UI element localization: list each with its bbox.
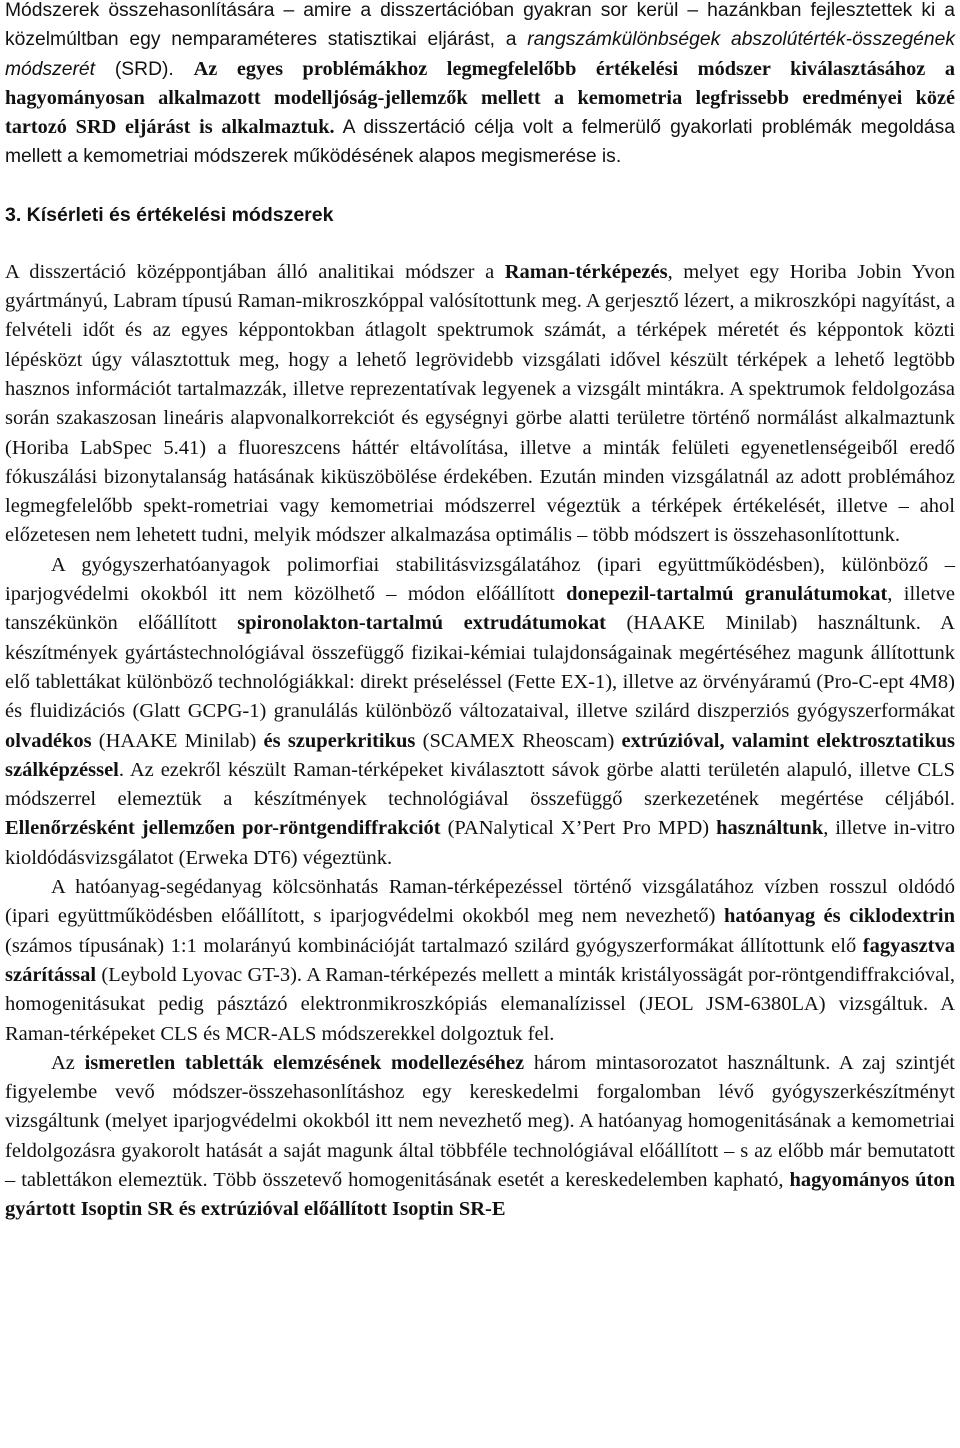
- bold-term: Ellenőrzésként jellemzően por-röntgendiffrakciót: [5, 817, 441, 840]
- intro-text: Módszerek összehasonlítására – amire a disszertációban gyakran sor kerül – hazánkban fejlesztettek ki a közelmúltban egy nemparaméteres statisztikai eljárást, a: [5, 0, 955, 51]
- bold-term: donepezil-tartalmú granulátumokat: [566, 583, 888, 606]
- paragraph-text: (SCAMEX Rheoscam): [415, 729, 622, 752]
- bold-term: fagyasztva szárítással: [5, 934, 955, 986]
- paragraph-unknown-tablets: [5, 1049, 955, 1225]
- bold-term: és szuperkritikus: [263, 729, 416, 752]
- paragraph-text: (Leybold Lyovac GT-3). A Raman-térképezés mellett a minták kristályossägát por-röntgendiffrakcióval, homogenitásukat pedig pásztázó elektronmikroszkópiás elemanalízissel (JEOL JSM-6380LA) vizsgáltuk. A Raman-térképeket CLS és MCR-ALS módszerekkel dolgoztuk fel.: [5, 963, 955, 1045]
- bold-term: ismeretlen tabletták elemzésének modellezéséhez: [84, 1051, 525, 1074]
- bold-term: extrúzióval, valamint elektrosztatikus szálképzéssel: [5, 729, 955, 781]
- paragraph-text: , illetve tanszékünkön előállított: [5, 583, 956, 635]
- paragraph-raman-method: [5, 258, 955, 551]
- bold-term: Raman-térképezés: [504, 260, 668, 283]
- paragraph-text: A gyógyszerhatóanyagok polimorfiai stabilitásvizsgálatához (ipari együttműködésben), különböző – iparjogvédelmi okokból itt nem közölhető – módon előállított: [5, 553, 955, 606]
- paragraph-text: , illetve in-vitro kioldódásvizsgálatot (Erweka DT6) végeztünk.: [5, 817, 955, 869]
- paragraph-text: A hatóanyag-segédanyag kölcsönhatás Raman-térképezéssel történő vizsgálatához vízben rosszul oldódó (ipari együttműködésben előállított, s iparjogvédelmi okokból meg nem nevezhető): [5, 876, 955, 928]
- bold-term: hagyományos úton gyártott Isoptin SR és extrúzióval előállított Isoptin SR-E: [5, 1168, 955, 1221]
- intro-aim-sentence: A disszertáció célja volt a felmerülő gyakorlati problémák megoldása mellett a kemometriai módszerek működésének alapos megismerése is.: [5, 117, 956, 168]
- bold-term: olvadékos: [5, 729, 92, 752]
- paragraph-text: három mintasorozatot használtunk. A zaj szintjét figyelembe vevő módszer-összehasonlításhoz egy kereskedelmi forgalomban lévő gyógyszerkészítményt vizsgáltunk (melyet iparjogvédelmi okokból itt nem nevezhető meg). A hatóanyag homogenitásának a kemometriai feldolgozásra gyakorolt hatását a saját magunk által többféle technológiával előállított – s az előbb már bemutatott – tablettákon elemeztük. Több összetevő homogenitásának esetét a kereskedelemben kapható,: [5, 1051, 955, 1191]
- paragraph-text: . Az ezekről készült Raman-térképeket kiválasztott sávok görbe alatti területén alapuló, illetve CLS módszerrel elemeztük a készítmények technológiával összefüggő szerkezetének megértése céljából.: [5, 758, 955, 811]
- paragraph-text: (PANalytical X’Pert Pro MPD): [440, 817, 717, 840]
- bold-term: használtunk: [716, 817, 824, 840]
- paragraph-text: (HAAKE Minilab): [91, 729, 264, 752]
- bold-term: hatóanyag és ciklodextrin: [723, 905, 955, 928]
- bold-term: spironolakton-tartalmú extrudátumokat: [237, 612, 606, 635]
- intro-text-tail: (SRD).: [95, 58, 194, 80]
- paragraph-text: (HAAKE Minilab) használtunk. A készítmények gyártástechnológiával összefüggő fizikai-kémiai tulajdonságainak megértéséhez magunk állítottunk elő tablettákat különböző technológiákkal: direkt préseléssel (Fette EX-1), illetve az örvényáramú (Pro-C-ept 4M8) és fluidizációs (Glatt GCPG-1) granulálás különböző változataival, illetve szilárd diszperziós gyógyszerformákat: [5, 612, 955, 723]
- paragraph-text: A disszertáció középpontjában álló analitikai módszer a: [5, 260, 505, 283]
- intro-emphasis: rangszámkülönbségek abszolútérték-összegének módszerét: [5, 29, 955, 80]
- intro-bold-sentence: Az egyes problémákhoz legmegfelelőbb értékelési módszer kiválasztásához a hagyományosan alkalmazott modelljóság-jellemzők mellett a kemometria legfrissebb eredményei közé tartozó SRD eljárást is alkalmaztuk.: [5, 57, 955, 139]
- paragraph-text: (számos típusának) 1:1 molarányú kombinációját tartalmazó szilárd gyógyszerformákat állítottunk elő: [5, 934, 863, 957]
- intro-paragraph: [5, 0, 955, 172]
- section-heading: 3. Kísérleti és értékelési módszerek: [5, 203, 334, 226]
- paragraph-text: Az: [51, 1051, 85, 1074]
- paragraph-text: , melyet egy Horiba Jobin Yvon gyártmányú, Labram típusú Raman-mikroszkóppal valósítottunk meg. A gerjesztő lézert, a mikroszkópi nagyítást, a felvételi időt és az egyes képpontokban átlagolt spektrumok számát, a térképek méretét és képpontok közti lépésközt úgy választottuk meg, hogy a lehető legrövidebb vizsgálati idővel készült térképek a lehető legtöbb hasznos információt tartalmazzák, illetve reprezentatívak legyenek a vizsgált mintákra. A spektrumok feldolgozása során szakaszosan lineáris alapvonalkorrekciót és egységnyi görbe alatti területre történő normálást alkalmaztunk (Horiba LabSpec 5.41) a fluoreszcens háttér eltávolítása, illetve a minták felületi egyenetlenségeiből eredő fókuszálási bizonytalanság hatásának kiküszöbölése érdekében. Ezután minden vizsgálatnál az adott problémához legmegfelelőbb spekt-rometriai vagy kemometriai módszerrel végeztük a térképek értékelését, illetve – ahol előzetesen nem lehetett tudni, melyik módszer alkalmazása optimális – több módszert is összehasonlítottunk.: [5, 260, 955, 547]
- paragraph-cyclodextrin-study: [5, 873, 955, 1049]
- paragraph-polymorph-study: [5, 551, 955, 873]
